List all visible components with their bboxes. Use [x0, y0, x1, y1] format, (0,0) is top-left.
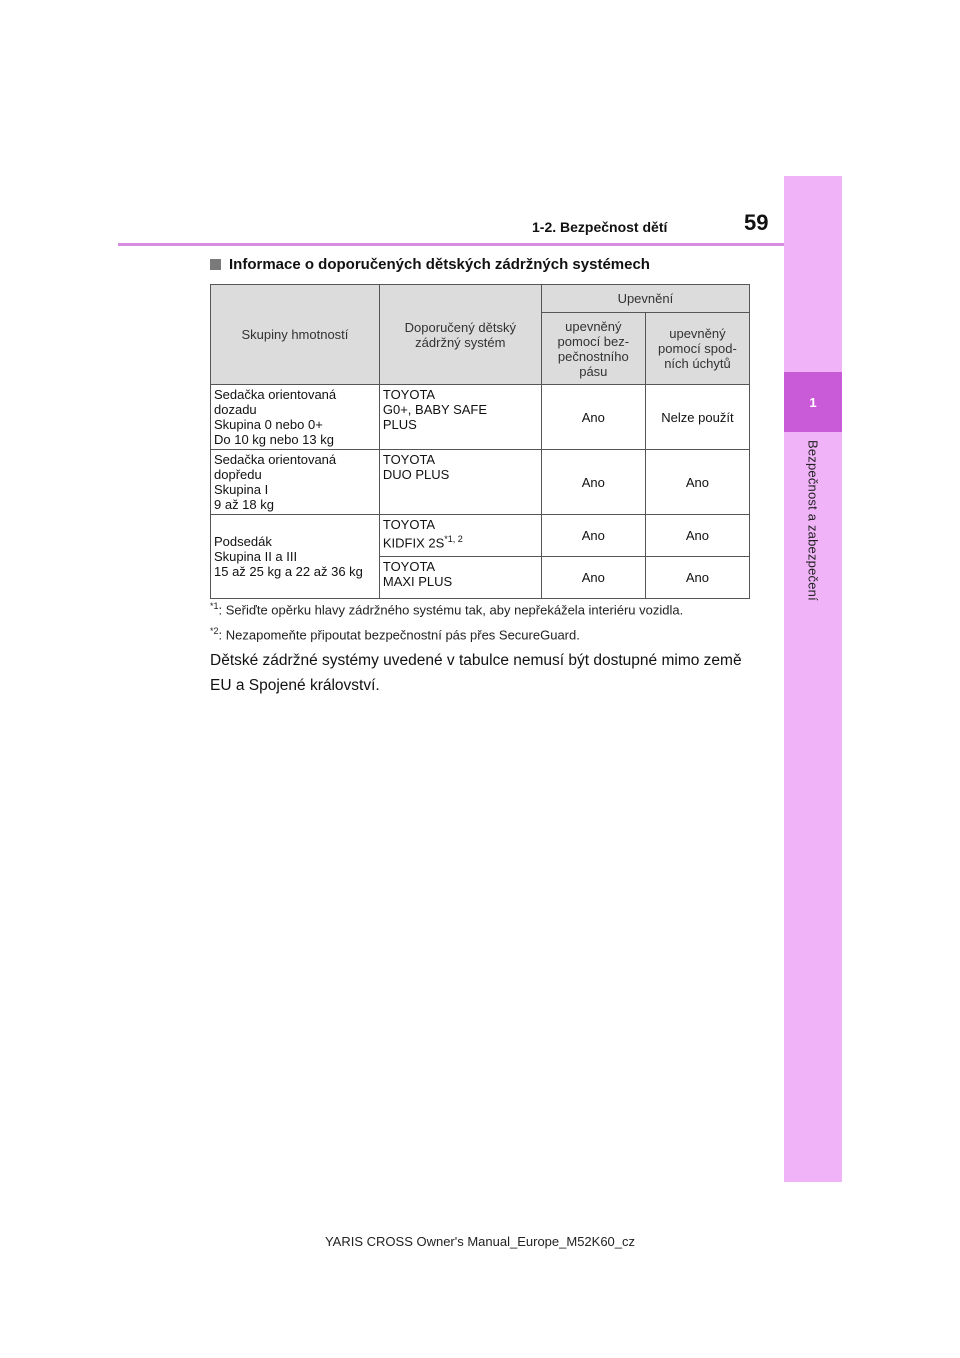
chapter-number-tab: [784, 372, 842, 432]
section-title: 1-2. Bezpečnost dětí: [532, 219, 668, 235]
cell-group: Podsedák Skupina II a III 15 až 25 kg a 22 až 36 kg: [211, 515, 380, 599]
cell-belt: Ano: [541, 450, 645, 515]
cell-system: TOYOTA MAXI PLUS: [379, 557, 541, 599]
header-isofix: upevněný pomocí spod-ních úchytů: [645, 313, 749, 385]
cell-system: TOYOTA G0+, BABY SAFE PLUS: [379, 385, 541, 450]
cell-group: Sedačka orientovaná dopředu Skupina I 9 až 18 kg: [211, 450, 380, 515]
subheading: [210, 256, 650, 273]
cell-belt: Ano: [541, 515, 645, 557]
footer-text: YARIS CROSS Owner's Manual_Europe_M52K60_cz: [324, 1234, 636, 1249]
cell-isofix: Ano: [645, 557, 749, 599]
page-number: 59: [744, 210, 769, 235]
cell-system: TOYOTA KIDFIX $2S^{*1, 2}$: [379, 515, 541, 557]
body-paragraph: Dětské zádržné systémy uvedené v tabulce nemusí být dostupné mimo země EU a Spojené království.: [210, 652, 742, 694]
header-belt: upevněný pomocí bez-pečnostního pásu: [541, 313, 645, 385]
footnote-1: $^{*1}$: Seřiďte opěrku hlavy zádržného systému tak, aby nepřekážela interiéru vozidla.: [210, 601, 684, 618]
header-fixing: Upevnění: [541, 285, 749, 313]
table-row: [211, 385, 750, 450]
cell-isofix: Ano: [645, 515, 749, 557]
cell-belt: Ano: [541, 385, 645, 450]
cell-belt: Ano: [541, 557, 645, 599]
header-group: Skupiny hmotností: [211, 285, 380, 385]
cell-system: TOYOTA DUO PLUS: [379, 450, 541, 515]
chapter-label-container: [784, 440, 842, 690]
footnote-2: $^{*2}$: Nezapomeňte připoutat bezpečnostní pás přes SecureGuard.: [210, 626, 580, 643]
table-row: [211, 450, 750, 515]
chapter-label: Bezpečnost a zabezpečení: [805, 440, 821, 601]
subheading-text: Informace o doporučených dětských zádržných systémech: [229, 256, 650, 273]
square-bullet-icon: [210, 259, 221, 270]
header-divider: [118, 243, 784, 246]
cell-group: Sedačka orientovaná dozadu Skupina 0 nebo 0+ Do 10 kg nebo 13 kg: [211, 385, 380, 450]
cell-isofix: Nelze použít: [645, 385, 749, 450]
table-row: [211, 515, 750, 557]
footnote-ref: *1, 2: [444, 534, 463, 544]
child-seat-table: [210, 284, 750, 599]
chapter-number: 1: [809, 394, 817, 410]
cell-isofix: Ano: [645, 450, 749, 515]
header-system: Doporučený dětský zádržný systém: [379, 285, 541, 385]
